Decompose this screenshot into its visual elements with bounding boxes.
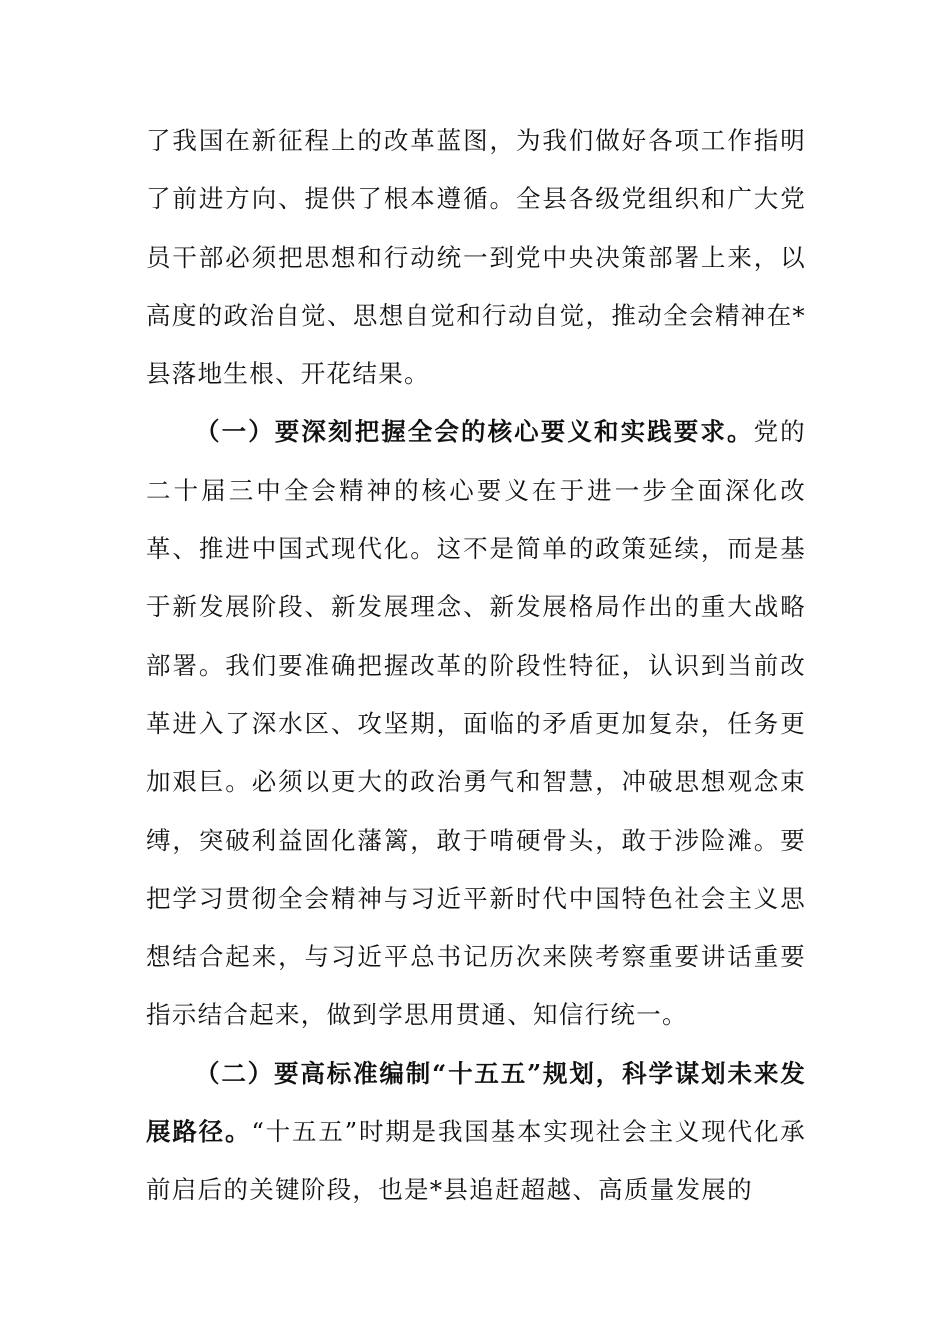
paragraph-section-one bbox=[146, 403, 806, 1044]
paragraph-text: 党的二十届三中全会精神的核心要义在于进一步全面深化改革、推进中国式现代化。这不是简单的政策延续，而是基于新发展阶段、新发展理念、新发展格局作出的重大战略部署。我们要准确把握改革的阶段性特征，认识到当前改革进入了深水区、攻坚期，面临的矛盾更加复杂，任务更加艰巨。必须以更大的政治勇气和智慧，冲破思想观念束缚，突破利益固化藩篱，敢于啃硬骨头，敢于涉险滩。要把学习贯彻全会精神与习近平新时代中国特色社会主义思想结合起来，与习近平总书记历次来陕考察重要讲话重要指示结合起来，做到学思用贯通、知信行统一。 bbox=[146, 417, 806, 1030]
paragraph-section-two bbox=[146, 1045, 806, 1220]
paragraph-text: “十五五”时期是我国基本实现社会主义现代化承前启后的关键阶段，也是*县追赶超越、高质量发展的 bbox=[146, 1117, 806, 1205]
document-body bbox=[146, 112, 806, 1220]
section-one-heading: （一）要深刻把握全会的核心要义和实践要求。 bbox=[195, 417, 754, 447]
paragraph-continuation bbox=[146, 112, 806, 403]
section-two-heading: （二）要高标准编制“十五五”规划，科学谋划未来发展路径。 bbox=[146, 1058, 806, 1147]
paragraph-text: 了我国在新征程上的改革蓝图，为我们做好各项工作指明了前进方向、提供了根本遵循。全县各级党组织和广大党员干部必须把思想和行动统一到党中央决策部署上来，以高度的政治自觉、思想自觉和行动自觉，推动全会精神在*县落地生根、开花结果。 bbox=[146, 126, 806, 389]
